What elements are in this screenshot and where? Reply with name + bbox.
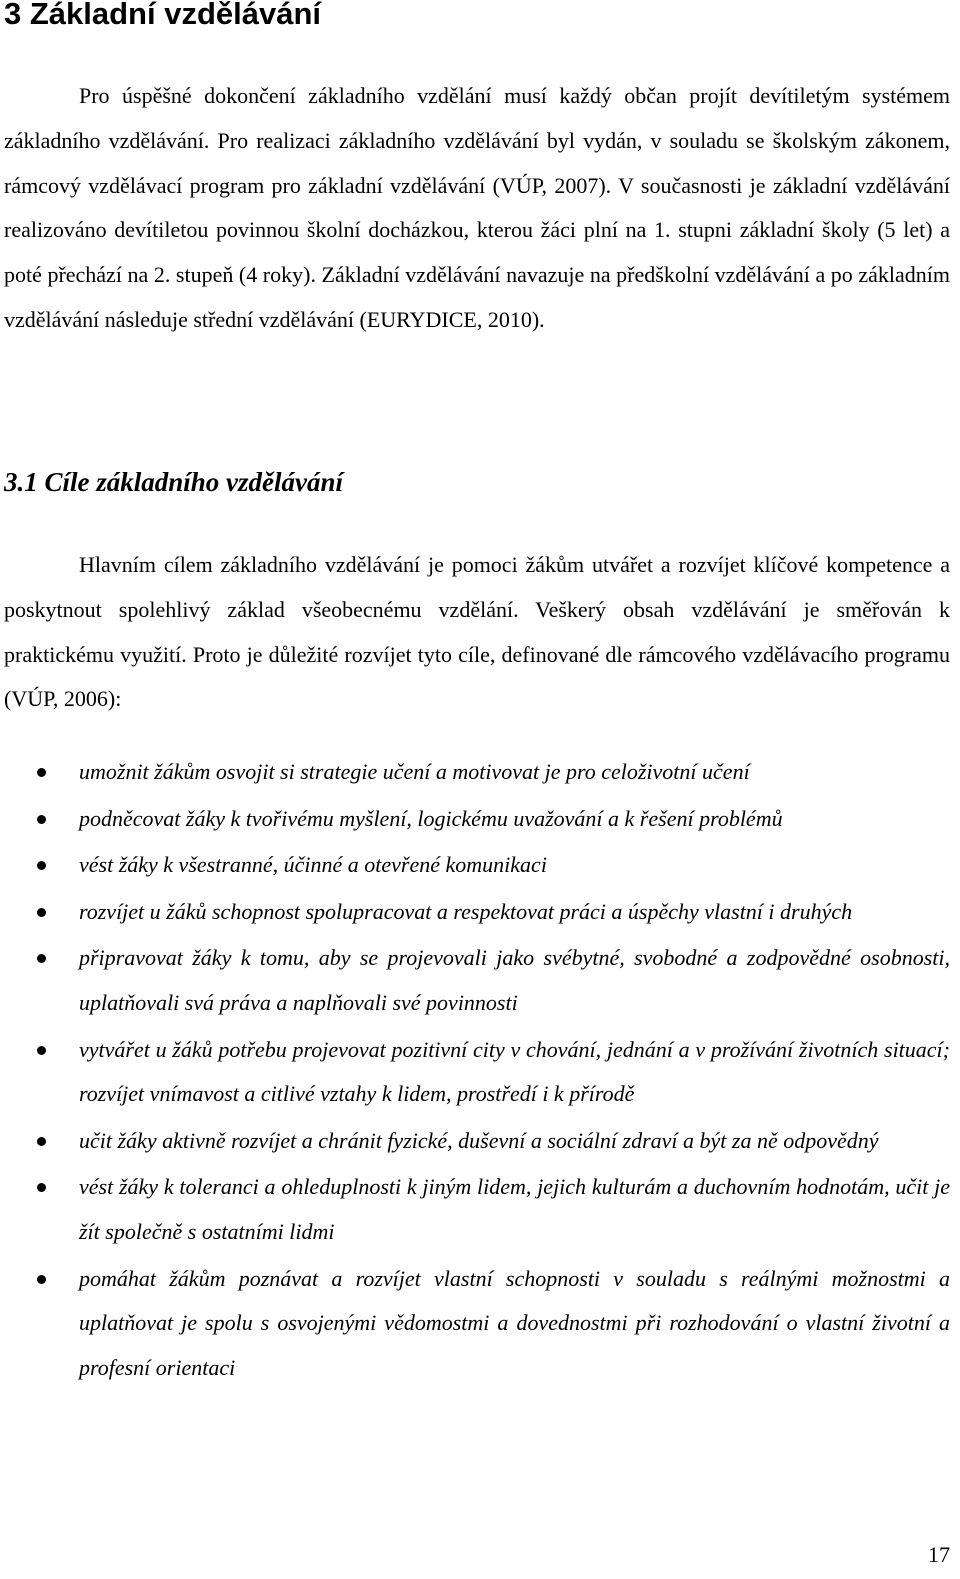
intro-paragraph: Pro úspěšné dokončení základního vzdělání musí každý občan projít devítiletým systémem základního vzdělávání. Pro realizaci základního vzdělávání byl vydán, v souladu se školským zákonem, rámcový vzdělávací program pro základní vzdělávání (VÚP, 2007). V současnosti je základní vzdělávání realizováno devítiletou povinnou školní docházkou, kterou žáci plní na 1. stupni základní školy (5 let) a poté přechází na 2. stupeň (4 roky). Základní vzdělávání navazuje na předškolní vzdělávání a po základním vzdělávání následuje střední vzdělávání (EURYDICE, 2010). [4, 83, 950, 332]
list-item-text: vytvářet u žáků potřebu projevovat pozitivní city v chování, jednání a v prožívání životních situací; rozvíjet vnímavost a citlivé vztahy k lidem, prostředí i k přírodě [79, 1036, 950, 1107]
list-item [0, 936, 950, 1025]
bullet-icon [37, 1137, 46, 1146]
chapter-heading: 3 Základní vzdělávání [4, 0, 322, 31]
list-item [0, 750, 950, 795]
bullet-icon [37, 815, 46, 824]
list-item [0, 1257, 950, 1391]
bullet-icon [37, 1183, 46, 1192]
list-item-text: umožnit žákům osvojit si strategie učení a motivovat je pro celoživotní učení [79, 759, 750, 784]
list-item-text: připravovat žáky k tomu, aby se projevovali jako svébytné, svobodné a zodpovědné osobnosti, uplatňovali svá práva a naplňovali své povinnosti [79, 945, 950, 1015]
list-item [0, 1119, 950, 1164]
page-number: 17 [928, 1542, 950, 1567]
bullet-icon [37, 768, 46, 777]
bullet-icon [37, 908, 46, 917]
list-item-text: vést žáky k všestranné, účinné a otevřené komunikaci [79, 852, 547, 878]
list-item-text: učit žáky aktivně rozvíjet a chránit fyzické, duševní a sociální zdraví a být za ně odpovědný [79, 1127, 879, 1153]
list-item-text: podněcovat žáky k tvořivému myšlení, logickému uvažování a k řešení problémů [79, 805, 783, 831]
goals-intro-paragraph: Hlavním cílem základního vzdělávání je pomoci žákům utvářet a rozvíjet klíčové kompetence a poskytnout spolehlivý základ všeobecnému vzdělání. Veškerý obsah vzdělávání je směřován k praktickému využití. Proto je důležité rozvíjet tyto cíle, definované dle rámcového vzdělávacího programu (VÚP, 2006): [4, 552, 950, 712]
section-heading: 3.1 Cíle základního vzdělávání [4, 467, 344, 497]
list-item-text: rozvíjet u žáků schopnost spolupracovat a respektovat práci a úspěchy vlastní i druhých [79, 898, 853, 924]
list-item [0, 797, 950, 842]
list-item [0, 843, 950, 888]
list-item [0, 1028, 950, 1117]
goals-list [0, 750, 950, 1392]
list-item [0, 890, 950, 935]
bullet-icon [37, 861, 46, 870]
bullet-icon [37, 1275, 46, 1284]
bullet-icon [37, 954, 46, 963]
list-item-text: pomáhat žákům poznávat a rozvíjet vlastní schopnosti v souladu s reálnými možnostmi a uplatňovat je spolu s osvojenými vědomostmi a dovednostmi při rozhodování o vlastní životní a profesní orientaci [79, 1265, 950, 1380]
list-item-text: vést žáky k toleranci a ohleduplnosti k jiným lidem, jejich kulturám a duchovním hodnotám, učit je žít společně s ostatními lidmi [79, 1174, 950, 1244]
bullet-icon [37, 1046, 46, 1055]
list-item [0, 1165, 950, 1254]
